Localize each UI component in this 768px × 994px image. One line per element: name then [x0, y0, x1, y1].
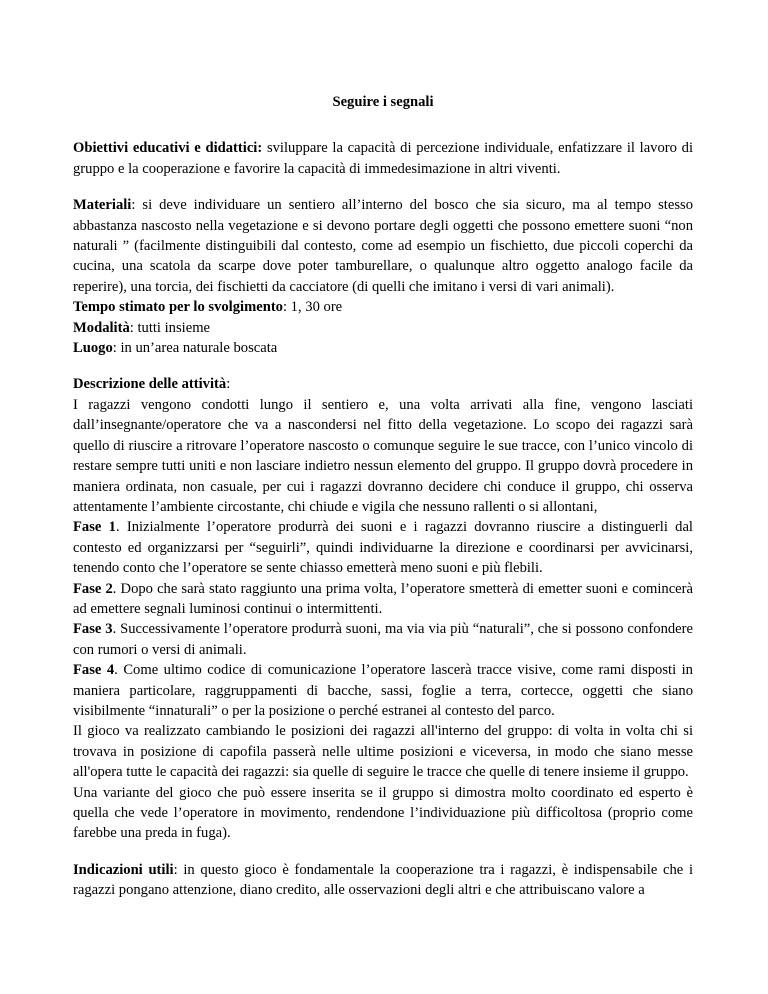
fase-1-text: . Inizialmente l’operatore produrrà dei suoni e i ragazzi dovranno riuscire a distinguerli dal contesto ed organizzarsi per “seguirli”, quindi individuarne la direzione e coordinarsi per avvicinarsi, tenendo conto che l’operatore se sente chiasso emetterà meno suoni e più flebili. — [73, 519, 693, 577]
fase-3-text: . Successivamente l’operatore produrrà suoni, ma via via più “naturali”, che si possono confondere con rumori o versi di animali. — [73, 621, 693, 658]
descrizione-label: Descrizione delle attività — [73, 376, 227, 393]
fase-3-label: Fase 3 — [73, 621, 113, 638]
luogo-line — [73, 338, 693, 358]
tempo-line — [73, 297, 693, 317]
materiali-paragraph — [73, 195, 693, 297]
materiali-text: : si deve individuare un sentiero all’interno del bosco che sia sicuro, ma al tempo stesso abbastanza nascosto nella vegetazione e si devono portare degli oggetti che possono emettere suoni “non naturali ” (facilmente distinguibili dal contesto, come ad esempio un fischietto, due piccoli coperchi da cucina, una scatola da scarpe dove poter tamburellare, o qualunque altro oggetto analogo facile da reperire), una torcia, dei fischietti da cacciatore (di quelli che imitano i versi di vari animali). — [73, 197, 693, 295]
indicazioni-text: : in questo gioco è fondamentale la cooperazione tra i ragazzi, è indispensabile che i ragazzi pongano attenzione, diano credito, alle osservazioni degli altri e che attribuiscano valore a — [73, 861, 694, 899]
tempo-label: Tempo stimato per lo svolgimento — [73, 299, 283, 316]
obiettivi-paragraph — [73, 138, 693, 179]
fase-2-text: . Dopo che sarà stato raggiunto una prima volta, l’operatore smetterà di emetter suoni e comincerà ad emettere segnali luminosi continui o intermittenti. — [73, 580, 693, 617]
indicazioni-label: Indicazioni utili — [73, 861, 174, 878]
rotazione-paragraph: Il gioco va realizzato cambiando le posizioni dei ragazzi all'interno del gruppo: di volta in volta chi si trovava in posizione di capofila passerà nelle ultime posizioni e viceversa, in modo che siano messe all'opera tutte le capacità dei ragazzi: sia quelle di seguire le tracce che quelle di tenere insieme il gruppo. — [73, 723, 693, 781]
fase-4-paragraph — [73, 660, 693, 721]
modalita-label: Modalità — [73, 319, 130, 336]
obiettivi-label: Obiettivi educativi e didattici: — [73, 140, 263, 157]
luogo-text: : in un’area naturale boscata — [112, 340, 278, 357]
fase-4-text: . Come ultimo codice di comunicazione l’operatore lascerà tracce visive, come rami disposti in maniera particolare, raggruppamenti di bacche, sassi, foglie a terra, cortecce, oggetti che siano visibilmente “innaturali” o per la posizione o perché estranei al contesto del parco. — [73, 662, 693, 719]
descrizione-intro: I ragazzi vengono condotti lungo il sentiero e, una volta arrivati alla fine, vengono lasciati dall’insegnante/operatore che va a nascondersi nel fitto della vegetazione. Lo scopo dei ragazzi sarà quello di riuscire a ritrovare l’operatore nascosto o comunque seguire le sue tracce, con l’unico vincolo di restare sempre tutti uniti e non lasciare indietro nessun elemento del gruppo. Il gruppo dovrà procedere in maniera ordinata, non casuale, per cui i ragazzi dovranno decidere chi conduce il gruppo, chi osserva attentamente l’ambiente circostante, chi chiude e vigila che nessuno rallenti o si allontani, — [73, 396, 693, 515]
fase-2-label: Fase 2 — [73, 580, 113, 597]
materiali-label: Materiali — [73, 197, 132, 214]
fase-3-paragraph — [73, 619, 693, 660]
obiettivi-text: sviluppare la capacità di percezione individuale, enfatizzare il lavoro di gruppo e la cooperazione e favorire la capacità di immedesimazione in altri viventi. — [73, 140, 693, 177]
fase-1-paragraph — [73, 517, 693, 578]
document-page — [73, 92, 693, 901]
indicazioni-paragraph — [73, 860, 693, 901]
descrizione-colon: : — [226, 376, 231, 393]
modalita-line — [73, 318, 693, 338]
modalita-text: : tutti insieme — [129, 319, 211, 336]
document-title: Seguire i segnali — [332, 94, 434, 110]
variante-paragraph: Una variante del gioco che può essere inserita se il gruppo si dimostra molto coordinato ed esperto è quella che vede l’operatore in movimento, rendendone l’individuazione più difficoltosa (proprio come farebbe una preda in fuga). — [73, 784, 693, 842]
descrizione-heading — [73, 374, 693, 394]
fase-2-paragraph — [73, 579, 693, 620]
fase-4-label: Fase 4 — [73, 662, 115, 679]
fase-1-label: Fase 1 — [73, 519, 116, 536]
tempo-text: : 1, 30 ore — [282, 299, 343, 316]
luogo-label: Luogo — [73, 340, 113, 357]
